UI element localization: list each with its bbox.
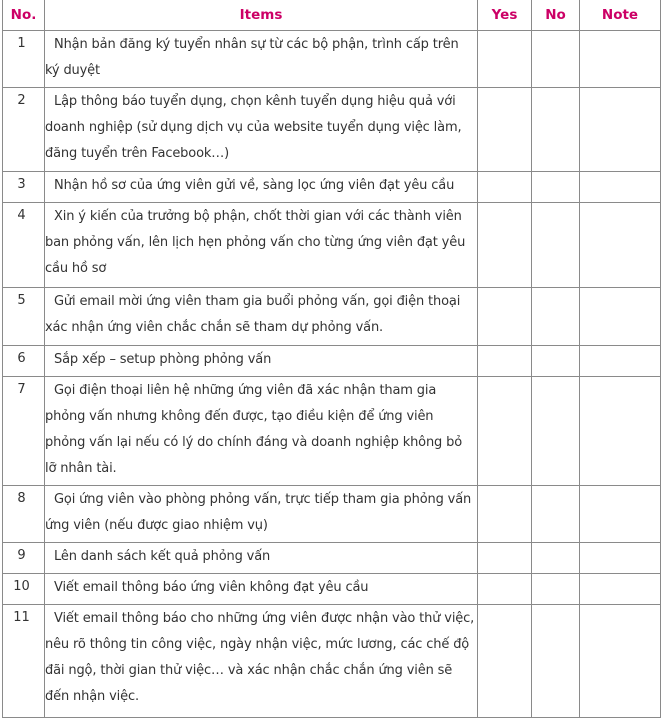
note-cell[interactable]	[580, 288, 661, 346]
row-item-text: Lập thông báo tuyển dụng, chọn kênh tuyển dụng hiệu quả với doanh nghiệp (sử dụng dịch vụ của website tuyển dụng việc làm, đăng tuyển trên Facebook…)	[45, 88, 478, 172]
note-cell[interactable]	[580, 346, 661, 377]
row-number: 5	[3, 288, 45, 346]
table-row	[3, 486, 661, 543]
header-yes: Yes	[478, 0, 532, 31]
no-cell[interactable]	[532, 377, 580, 486]
no-cell[interactable]	[532, 605, 580, 718]
yes-cell[interactable]	[478, 88, 532, 172]
header-no: No.	[3, 0, 45, 31]
table-row	[3, 377, 661, 486]
table-row	[3, 172, 661, 203]
header-note: Note	[580, 0, 661, 31]
header-no-col: No	[532, 0, 580, 31]
note-cell[interactable]	[580, 88, 661, 172]
row-number: 4	[3, 203, 45, 288]
yes-cell[interactable]	[478, 288, 532, 346]
no-cell[interactable]	[532, 486, 580, 543]
row-item-text: Gửi email mời ứng viên tham gia buổi phỏng vấn, gọi điện thoại xác nhận ứng viên chắc chắn sẽ tham dự phỏng vấn.	[45, 288, 478, 346]
row-number: 3	[3, 172, 45, 203]
row-number: 11	[3, 605, 45, 718]
yes-cell[interactable]	[478, 574, 532, 605]
yes-cell[interactable]	[478, 605, 532, 718]
row-number: 7	[3, 377, 45, 486]
yes-cell[interactable]	[478, 486, 532, 543]
no-cell[interactable]	[532, 346, 580, 377]
table-row	[3, 88, 661, 172]
header-items: Items	[45, 0, 478, 31]
table-row	[3, 605, 661, 718]
table-row	[3, 543, 661, 574]
row-item-text: Viết email thông báo cho những ứng viên được nhận vào thử việc, nêu rõ thông tin công việc, ngày nhận việc, mức lương, các chế độ đãi ngộ, thời gian thử việc… và xác nhận chắc chắn ứng viên sẽ đến nhận việc.	[45, 605, 478, 718]
row-item-text: Nhận bản đăng ký tuyển nhân sự từ các bộ phận, trình cấp trên ký duyệt	[45, 31, 478, 88]
table-row	[3, 346, 661, 377]
note-cell[interactable]	[580, 574, 661, 605]
note-cell[interactable]	[580, 377, 661, 486]
note-cell[interactable]	[580, 203, 661, 288]
row-number: 9	[3, 543, 45, 574]
note-cell[interactable]	[580, 605, 661, 718]
no-cell[interactable]	[532, 288, 580, 346]
table-row	[3, 31, 661, 88]
yes-cell[interactable]	[478, 172, 532, 203]
note-cell[interactable]	[580, 486, 661, 543]
yes-cell[interactable]	[478, 377, 532, 486]
yes-cell[interactable]	[478, 346, 532, 377]
row-number: 1	[3, 31, 45, 88]
no-cell[interactable]	[532, 88, 580, 172]
row-item-text: Xin ý kiến của trưởng bộ phận, chốt thời gian với các thành viên ban phỏng vấn, lên lịch hẹn phỏng vấn cho từng ứng viên đạt yêu cầu hồ sơ	[45, 203, 478, 288]
row-number: 10	[3, 574, 45, 605]
row-item-text: Gọi ứng viên vào phòng phỏng vấn, trực tiếp tham gia phỏng vấn ứng viên (nếu được giao nhiệm vụ)	[45, 486, 478, 543]
row-number: 2	[3, 88, 45, 172]
no-cell[interactable]	[532, 203, 580, 288]
no-cell[interactable]	[532, 172, 580, 203]
no-cell[interactable]	[532, 543, 580, 574]
row-number: 8	[3, 486, 45, 543]
recruitment-checklist-table	[2, 0, 661, 718]
yes-cell[interactable]	[478, 31, 532, 88]
note-cell[interactable]	[580, 31, 661, 88]
header-row	[3, 0, 661, 31]
note-cell[interactable]	[580, 172, 661, 203]
note-cell[interactable]	[580, 543, 661, 574]
row-item-text: Nhận hồ sơ của ứng viên gửi về, sàng lọc ứng viên đạt yêu cầu	[45, 172, 478, 203]
no-cell[interactable]	[532, 574, 580, 605]
row-number: 6	[3, 346, 45, 377]
table-row	[3, 288, 661, 346]
yes-cell[interactable]	[478, 203, 532, 288]
row-item-text: Sắp xếp – setup phòng phỏng vấn	[45, 346, 478, 377]
no-cell[interactable]	[532, 31, 580, 88]
row-item-text: Gọi điện thoại liên hệ những ứng viên đã xác nhận tham gia phỏng vấn nhưng không đến được, tạo điều kiện để ứng viên phỏng vấn lại nếu có lý do chính đáng và doanh nghiệp không bỏ lỡ nhân tài.	[45, 377, 478, 486]
row-item-text: Lên danh sách kết quả phỏng vấn	[45, 543, 478, 574]
table-row	[3, 574, 661, 605]
yes-cell[interactable]	[478, 543, 532, 574]
table-row	[3, 203, 661, 288]
row-item-text: Viết email thông báo ứng viên không đạt yêu cầu	[45, 574, 478, 605]
